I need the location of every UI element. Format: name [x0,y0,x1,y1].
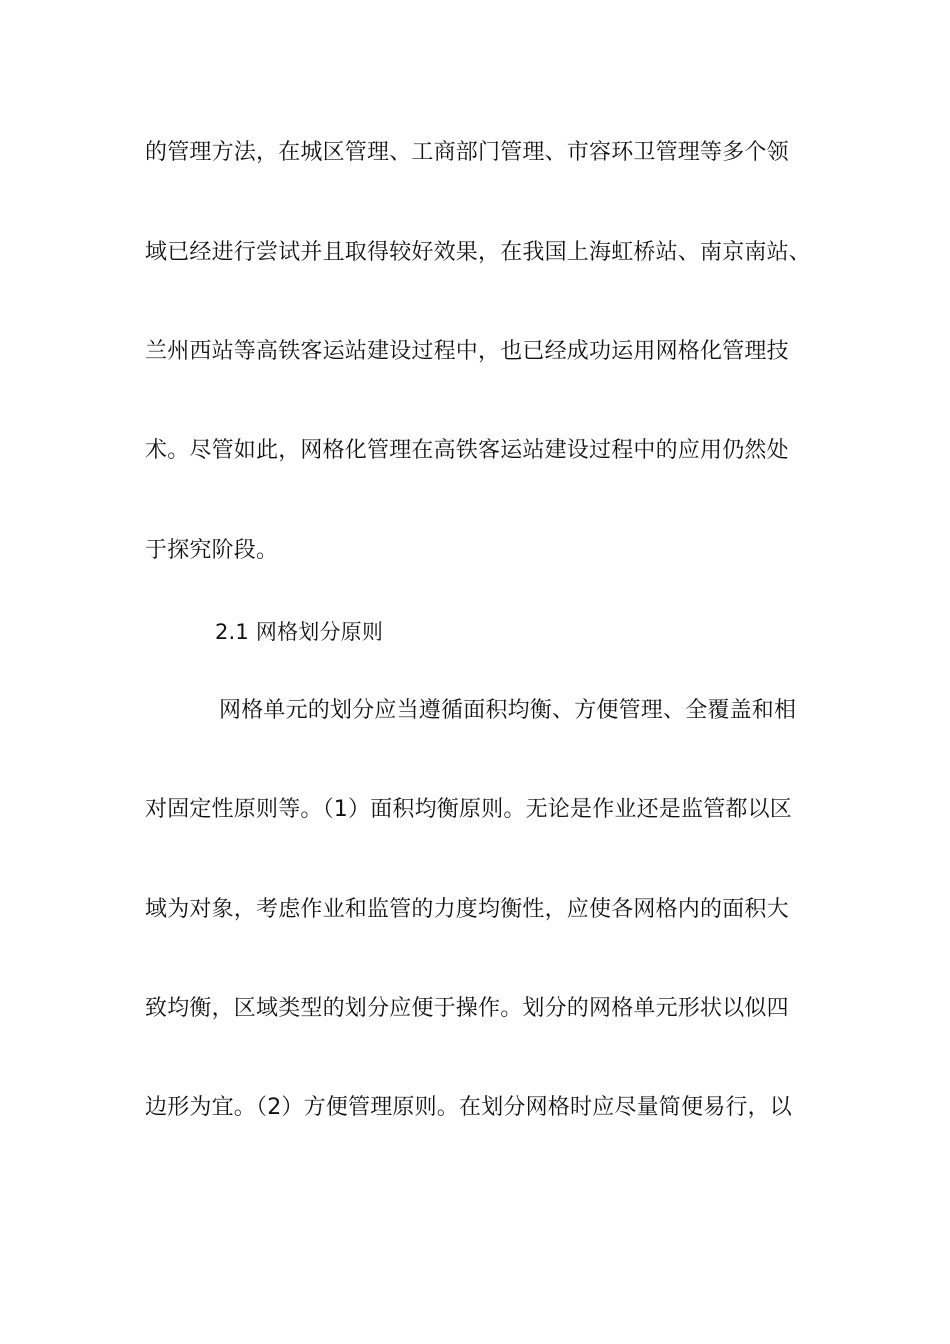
body-text-line: 于探究阶段。 [145,538,279,563]
section-heading: 2.1 网格划分原则 [215,620,384,644]
body-text-line: 兰州西站等高铁客运站建设过程中，也已经成功运用网格化管理技 [145,339,789,364]
body-text-line: 的管理方法，在城区管理、工商部门管理、市容环卫管理等多个领 [145,140,789,165]
body-text-line: 术。尽管如此，网格化管理在高铁客运站建设过程中的应用仍然处 [145,438,789,463]
body-text-line: 域已经进行尝试并且取得较好效果，在我国上海虹桥站、南京南站、 [145,240,812,265]
body-text-line: 致均衡，区域类型的划分应便于操作。划分的网格单元形状以似四 [145,996,789,1021]
body-text-line: 边形为宜。（2）方便管理原则。在划分网格时应尽量简便易行，以 [145,1095,792,1120]
body-text-line: 域为对象，考虑作业和监管的力度均衡性，应使各网格内的面积大 [145,897,789,922]
body-text-line: 对固定性原则等。（1）面积均衡原则。无论是作业还是监管都以区 [145,797,792,822]
body-text-line: 网格单元的划分应当遵循面积均衡、方便管理、全覆盖和相 [219,698,797,723]
